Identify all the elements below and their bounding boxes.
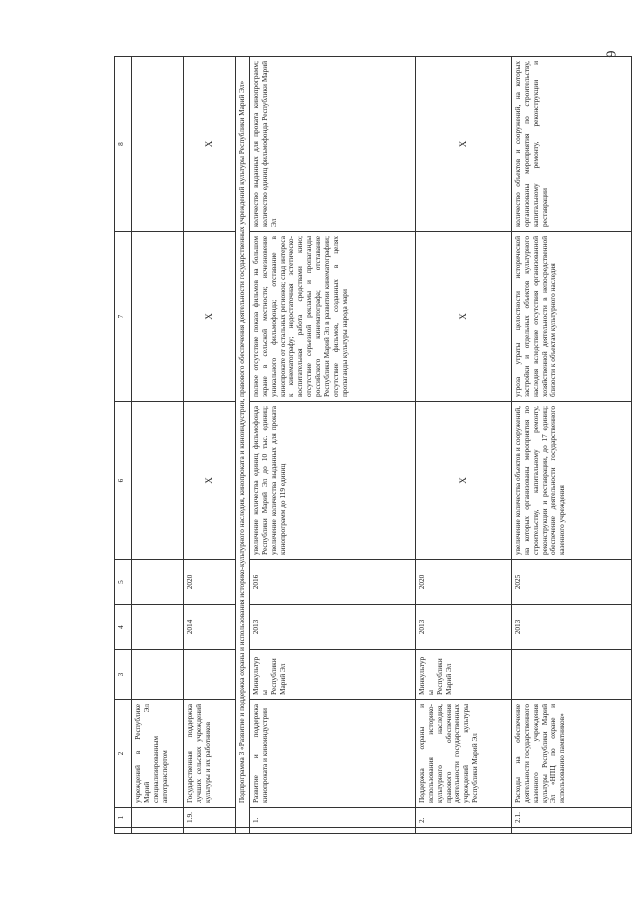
activity-name: учреждений в Республике Марий Эл специализированным автотранспортом — [132, 700, 184, 808]
header-cell-2: 2 — [115, 700, 132, 808]
start-year: 2013 — [511, 605, 631, 650]
row-number: 2. — [415, 808, 511, 828]
expected-result: увеличение количества единиц фильмофонда Республики Марий Эл до 10 тыс. единиц; увеличение количества выданных для проката кинопрограмм до 119 единиц — [249, 402, 415, 560]
start-year: 2014 — [184, 605, 236, 650]
end-year: 2025 — [511, 560, 631, 605]
activity-name: Развитие и поддержка кинопроката и киноиндустрии — [249, 700, 415, 808]
header-cell-7: 7 — [115, 232, 132, 402]
subprogram-row — [236, 57, 250, 834]
row-number: 1.9. — [184, 808, 236, 828]
page-number: 6 — [602, 50, 618, 58]
header-cell-1: 1 — [115, 808, 132, 828]
consequence: X — [415, 232, 511, 402]
start-year: 2013 — [249, 605, 415, 650]
expected-result: X — [184, 402, 236, 560]
consequence: угроза утраты целостности исторической застройки и отдельных объектов культурного наследия вследствие отсутствия организованной хозяйственной деятельности в непосредственной близости к объектам культурного наследия — [511, 232, 631, 402]
table-row-1-9 — [184, 57, 236, 834]
table-row-continuation — [132, 57, 184, 834]
table-row-2-1 — [511, 57, 631, 834]
header-cell-3: 3 — [115, 650, 132, 700]
indicator: количество выданных для проката кинопрограмм; количество единиц фильмофонда Республики Марий Эл — [249, 57, 415, 232]
expected-result: увеличение количества объектов и сооружений, на которых организованы мероприятия по строительству, капитальному ремонту, реконструкции и реставрации, до 17 единиц; обеспечение деятельности государственного казенного учреждения — [511, 402, 631, 560]
indicator: X — [184, 57, 236, 232]
executor — [184, 650, 236, 700]
header-gutter-cell — [115, 828, 132, 834]
executor: Минкультуры Республики Марий Эл — [415, 650, 511, 700]
header-cell-6: 6 — [115, 402, 132, 560]
consequence: X — [184, 232, 236, 402]
end-year: 2016 — [249, 560, 415, 605]
consequence: полное отсутствие показа фильмов на большом экране в сельской местности; исчезновение уникального фильмофонда; отставание в кинопрокате от остальных регионов; спад интереса к кинематографу; недостаточная эстетическо-воспитательная работа средствами кино; отсутствие серьезной рекламы и пропаганды российского кинематографа; отставание Республики Марий Эл в развитии кинематографии; отсутствие фильмов, созданных в целях пропаганды культуры народа мари — [249, 232, 415, 402]
end-year: 2020 — [184, 560, 236, 605]
header-cell-8: 8 — [115, 57, 132, 232]
table-row-1 — [249, 57, 415, 834]
end-year: 2020 — [415, 560, 511, 605]
table-header-row — [115, 57, 132, 834]
activity-name: Поддержка охраны и использования историко-культурного наследия, правового обеспечения деятельности государственных учреждений культуры Республики Марий Эл — [415, 700, 511, 808]
indicator: количество объектов и сооружений, на которых организованы мероприятия по строительству, капитальному ремонту, реконструкции и реставрации — [511, 57, 631, 232]
header-cell-5: 5 — [115, 560, 132, 605]
start-year: 2013 — [415, 605, 511, 650]
executor — [511, 650, 631, 700]
table-row-2 — [415, 57, 511, 834]
row-number: 2.1. — [511, 808, 631, 828]
program-activities-table — [114, 56, 632, 834]
indicator: X — [415, 57, 511, 232]
expected-result: X — [415, 402, 511, 560]
activity-name: Расходы на обеспечение деятельности государственного казенного учреждения культуры Республики Марий Эл «НПЦ по охране и использованию памятников» — [511, 700, 631, 808]
header-cell-4: 4 — [115, 605, 132, 650]
row-number: 1. — [249, 808, 415, 828]
executor: Минкультуры Республики Марий Эл — [249, 650, 415, 700]
subprogram-title: Подпрограмма 3 «Развитие и поддержка охраны и использования историко-культурного наследия, кинопроката и киноиндустрии, правового обеспечения деятельности государственных учреждений культуры Республики Марий Эл» — [236, 57, 250, 828]
activity-name: Государственная поддержка лучших сельских учреждений культуры и их работников — [184, 700, 236, 808]
